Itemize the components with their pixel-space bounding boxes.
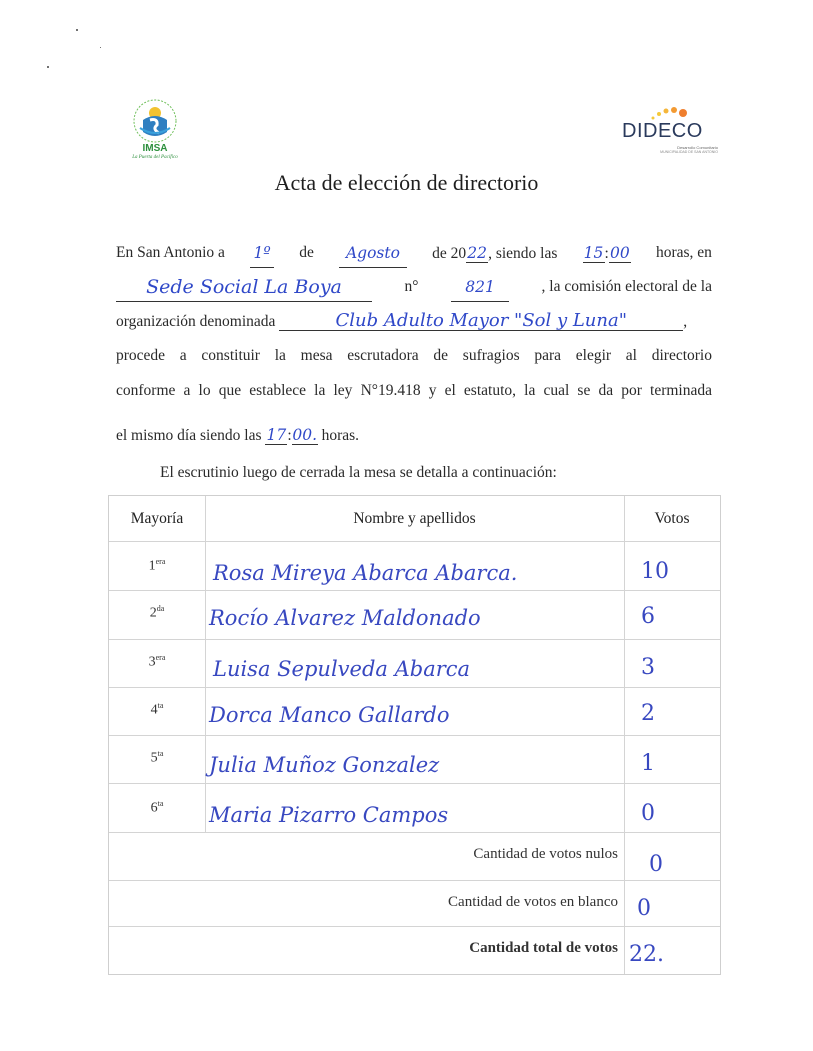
table-row bbox=[109, 639, 720, 687]
paragraph-line-3 bbox=[116, 312, 687, 336]
scan-speck bbox=[47, 66, 49, 68]
total-votes-label: Cantidad total de votos bbox=[469, 940, 618, 956]
paragraph-text: horas. bbox=[321, 427, 360, 444]
time-colon: : bbox=[287, 427, 292, 444]
header-votes: Votos bbox=[654, 510, 690, 527]
candidate-name: Dorca Manco Gallardo bbox=[209, 703, 450, 727]
vote-count: 3 bbox=[641, 655, 655, 680]
paragraph-line-2 bbox=[116, 278, 712, 302]
paragraph-text: de 20 bbox=[432, 245, 467, 262]
handwritten-start-minutes: 00 bbox=[609, 244, 630, 262]
handwritten-day: 1º bbox=[250, 244, 274, 268]
paragraph-text: , bbox=[683, 313, 688, 330]
dideco-logo-subtitle: Desarrollo Comunitario bbox=[677, 145, 718, 150]
paragraph-text: procede a constituir la mesa escrutadora de sufragios para elegir al directorio bbox=[116, 347, 712, 364]
paragraph-line-4 bbox=[116, 347, 712, 371]
table-row bbox=[109, 541, 720, 590]
results-table bbox=[108, 495, 721, 975]
handwritten-year: 22 bbox=[467, 244, 487, 262]
table-row bbox=[109, 590, 720, 639]
candidate-name: Maria Pizarro Campos bbox=[209, 803, 449, 827]
blank-votes-value: 0 bbox=[637, 896, 651, 921]
dideco-logo bbox=[616, 104, 720, 164]
handwritten-end-hour: 17 bbox=[266, 426, 287, 444]
imsa-logo-tagline: La Puerta del Pacífico bbox=[132, 155, 178, 160]
header-name: Nombre y apellidos bbox=[353, 510, 476, 527]
vote-count: 1 bbox=[641, 751, 655, 776]
scan-speck bbox=[76, 29, 78, 31]
paragraph-text: horas, en bbox=[655, 244, 712, 261]
document-title: Acta de elección de directorio bbox=[274, 170, 539, 195]
handwritten-month: Agosto bbox=[339, 244, 407, 268]
null-votes-label: Cantidad de votos nulos bbox=[473, 846, 618, 862]
rank-cell: $1^{era}$ bbox=[148, 557, 166, 574]
vote-count: 6 bbox=[641, 604, 655, 629]
time-colon: : bbox=[604, 245, 609, 262]
paragraph-text: el mismo día siendo las bbox=[116, 427, 262, 444]
blank-votes-label: Cantidad de votos en blanco bbox=[448, 894, 618, 910]
rank-cell: $3^{era}$ bbox=[148, 653, 166, 670]
imsa-logo-text: IMSA bbox=[142, 143, 168, 154]
paragraph-text: de bbox=[299, 244, 314, 261]
rank-cell: $6^{ta}$ bbox=[150, 799, 164, 816]
paragraph-text: organización denominada bbox=[116, 313, 276, 330]
paragraph-text: En San Antonio a bbox=[116, 244, 225, 261]
paragraph-text: n° bbox=[404, 278, 419, 295]
dideco-logo-text: DIDECO bbox=[622, 120, 703, 142]
paragraph-text: , la comisión electoral de la bbox=[541, 278, 712, 295]
candidate-name: Rocío Alvarez Maldonado bbox=[209, 606, 481, 630]
rank-cell: $2^{da}$ bbox=[149, 604, 165, 621]
paragraph-text: , siendo las bbox=[488, 245, 558, 262]
candidate-name: Julia Muñoz Gonzalez bbox=[209, 753, 440, 777]
scrutiny-intro: El escrutinio luego de cerrada la mesa se detalla a continuación: bbox=[160, 464, 557, 481]
candidate-name: Luisa Sepulveda Abarca bbox=[213, 657, 471, 681]
handwritten-organization: Club Adulto Mayor "Sol y Luna" bbox=[279, 312, 683, 331]
handwritten-place: Sede Social La Boya bbox=[116, 278, 372, 302]
table-row bbox=[109, 735, 720, 783]
imsa-logo bbox=[110, 98, 200, 168]
total-votes-value: 22. bbox=[629, 942, 664, 967]
vote-count: 10 bbox=[641, 559, 669, 584]
vote-count: 0 bbox=[641, 801, 655, 826]
rank-cell: $5^{ta}$ bbox=[150, 749, 164, 766]
handwritten-end-minutes: 00. bbox=[292, 426, 318, 444]
scan-speck bbox=[100, 47, 101, 48]
null-votes-value: 0 bbox=[649, 852, 663, 877]
dideco-logo-municipality: MUNICIPALIDAD DE SAN ANTONIO bbox=[660, 150, 718, 154]
paragraph-line-5 bbox=[116, 382, 712, 406]
paragraph-line-6 bbox=[116, 426, 359, 450]
paragraph-line-1 bbox=[116, 244, 712, 268]
vote-count: 2 bbox=[641, 701, 655, 726]
paragraph-text: conforme a lo que establece la ley N°19.418 y el estatuto, la cual se da por terminada bbox=[116, 382, 712, 399]
rank-cell: $4^{ta}$ bbox=[150, 701, 164, 718]
table-row bbox=[109, 783, 720, 832]
table-row bbox=[109, 687, 720, 735]
handwritten-start-hour: 15 bbox=[583, 244, 604, 262]
handwritten-number: 821 bbox=[451, 278, 509, 302]
candidate-name: Rosa Mireya Abarca Abarca. bbox=[213, 561, 518, 585]
imsa-emblem-icon bbox=[128, 98, 182, 144]
header-rank: Mayoría bbox=[130, 510, 184, 527]
